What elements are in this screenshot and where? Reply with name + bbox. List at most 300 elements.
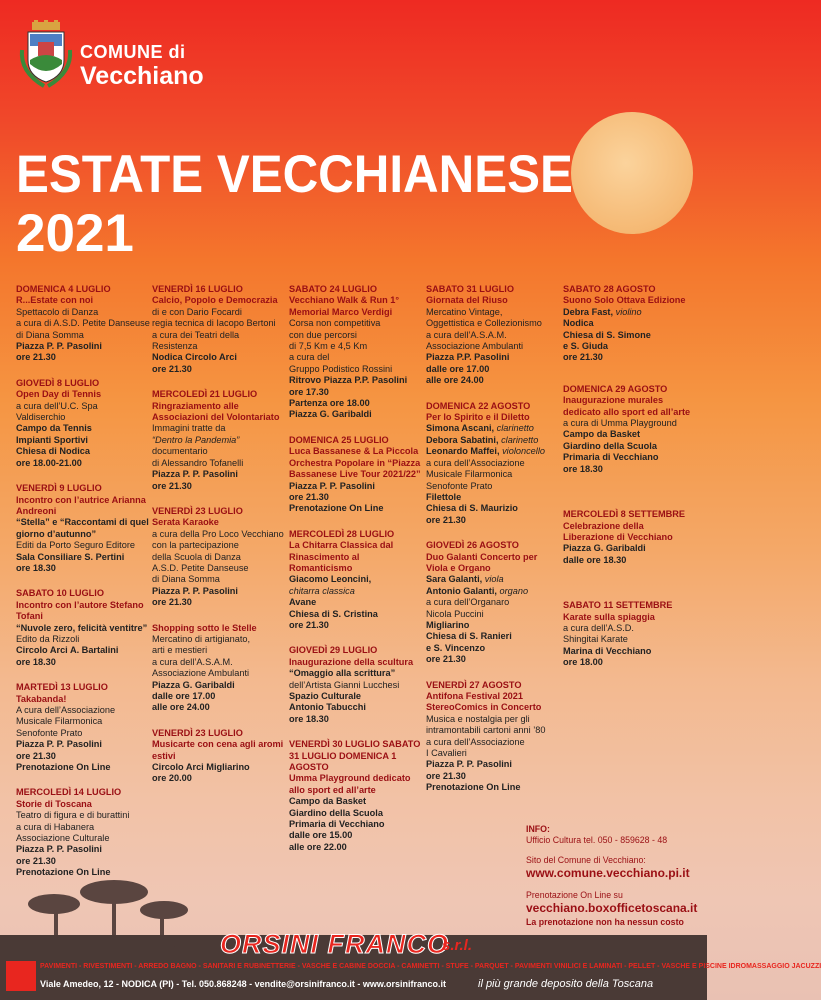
- event-detail: [152, 352, 286, 363]
- event-detail: [289, 830, 423, 841]
- event-detail: [16, 645, 150, 656]
- sun-decoration: [571, 112, 693, 234]
- event-detail: [289, 668, 423, 679]
- event-detail: [289, 702, 423, 713]
- event-detail-text: e S. Giuda: [563, 341, 608, 352]
- event-detail-text: arti e mestieri: [152, 645, 208, 656]
- event-detail: [426, 597, 560, 608]
- event-detail-text: Antonio Tabucchi: [289, 702, 366, 713]
- event-title: Musicarte con cena agli aromi estivi: [152, 739, 284, 761]
- event-detail-text: ore 17.30: [289, 386, 329, 397]
- event-date: VENERDÌ 16 LUGLIO: [152, 284, 243, 294]
- event-item: [289, 739, 423, 853]
- event-detail-text: ore 21.30: [426, 654, 466, 665]
- event-detail: [16, 307, 150, 318]
- event-date: GIOVEDÌ 26 AGOSTO: [426, 540, 519, 551]
- event-date: SABATO 24 LUGLIO: [289, 284, 377, 294]
- event-detail-text: a cura della Pro Loco Vecchiano: [152, 528, 284, 539]
- event-detail: [16, 446, 150, 457]
- event-date: DOMENICA 25 LUGLIO: [289, 434, 389, 445]
- event-detail: [426, 341, 560, 352]
- event-detail: [152, 645, 286, 656]
- event-detail-text: alle ore 22.00: [289, 841, 347, 852]
- info-box: [526, 824, 704, 928]
- event-title: Duo Galanti Concerto per Viola e Organo: [426, 551, 538, 573]
- comune-label: COMUNE di: [80, 42, 186, 62]
- event-detail-role: viola: [484, 574, 504, 585]
- event-detail: [289, 714, 423, 725]
- event-date: VENERDÌ 9 LUGLIO: [16, 483, 102, 494]
- event-detail: [426, 574, 560, 585]
- event-detail: [16, 563, 150, 574]
- event-detail: [152, 762, 286, 773]
- event-title: Incontro con l’autore Stefano Tofani: [16, 599, 144, 622]
- event-detail: [426, 771, 560, 782]
- event-detail-text: dalle ore 17.00: [152, 691, 216, 701]
- event-detail: [16, 423, 150, 434]
- event-detail-text: Musicale Filarmonica: [16, 716, 103, 727]
- event-detail-text: Piazza G. Garibaldi: [152, 679, 235, 690]
- events-column-1: [16, 284, 150, 893]
- event-detail-text: “Dentro la Pandemia”: [152, 434, 240, 445]
- event-detail-text: Giardino della Scuola: [563, 440, 657, 451]
- event-detail: [426, 435, 560, 446]
- event-detail-text: a cura dell’A.S.A.M.: [152, 656, 233, 667]
- event-detail: [16, 458, 150, 469]
- event-detail-text: Editi da Porto Seguro Editore: [16, 540, 135, 551]
- event-item: [16, 284, 150, 364]
- event-detail-text: a cura dell’A.S.D.: [563, 622, 634, 633]
- event-detail-text: Marina di Vecchiano: [563, 645, 652, 656]
- event-detail-text: dalle ore 15.00: [289, 830, 353, 841]
- event-detail: [426, 631, 560, 642]
- event-detail: [289, 352, 423, 363]
- event-title: Shopping sotto le Stelle: [152, 622, 257, 633]
- event-detail: [426, 492, 560, 503]
- event-detail-text: ore 18.30: [563, 463, 603, 474]
- event-detail: [426, 782, 560, 793]
- event-detail-text: Piazza P. P. Pasolini: [426, 759, 512, 770]
- event-item: [16, 588, 150, 668]
- event-item: [563, 600, 697, 668]
- event-detail: [16, 401, 150, 412]
- event-detail: [289, 503, 423, 514]
- event-detail: [563, 330, 697, 341]
- event-detail-text: Immagini tratte da: [152, 423, 226, 434]
- event-date: MERCOLEDÌ 8 SETTEMBRE: [563, 509, 685, 520]
- event-detail: [16, 341, 150, 352]
- event-detail: [16, 552, 150, 563]
- event-detail-text: Piazza P. P. Pasolini: [152, 585, 238, 596]
- event-detail-text: Antonio Galanti,: [426, 585, 497, 596]
- event-detail: [152, 364, 286, 375]
- orsini-logo-icon: [6, 961, 36, 991]
- event-detail-text: Mercatino Vintage,: [426, 306, 503, 317]
- event-detail: [426, 446, 560, 457]
- event-detail: [289, 409, 423, 420]
- comune-crest-icon: [18, 20, 74, 90]
- event-detail-text: Spazio Culturale: [289, 691, 361, 701]
- event-detail: [289, 680, 423, 691]
- event-detail: [563, 429, 697, 440]
- event-detail-text: ore 21.30: [289, 619, 329, 630]
- event-detail: [289, 387, 423, 398]
- event-detail: [289, 364, 423, 375]
- event-date: VENERDÌ 23 LUGLIO: [152, 727, 243, 738]
- event-detail-text: Associazione Culturale: [16, 833, 110, 844]
- event-detail: [563, 418, 697, 429]
- event-detail-text: ore 21.30: [152, 480, 192, 491]
- event-detail-text: Campo da Basket: [289, 796, 367, 807]
- event-detail: [16, 634, 150, 645]
- event-detail-text: Chiesa di S. Maurizio: [426, 503, 518, 514]
- event-detail: [16, 856, 150, 867]
- event-detail-text: a cura dell’A.S.A.M.: [426, 329, 507, 340]
- event-detail: [16, 810, 150, 821]
- event-detail-text: Mercatino di artigianato,: [152, 633, 251, 644]
- event-date: DOMENICA 29 AGOSTO: [563, 383, 668, 394]
- event-detail-text: Senofonte Prato: [16, 727, 83, 738]
- event-detail: [152, 469, 286, 480]
- event-detail-text: Filettole: [426, 491, 462, 502]
- event-detail: [152, 435, 286, 446]
- event-detail: [289, 318, 423, 329]
- event-detail: [16, 435, 150, 446]
- event-item: [289, 284, 423, 421]
- event-title: R...Estate con noi: [16, 295, 94, 306]
- event-detail: [152, 657, 286, 668]
- event-detail-text: Nodica Circolo Arci: [152, 352, 237, 363]
- event-detail-text: Oggettistica e Collezionismo: [426, 318, 542, 329]
- event-detail-text: Impianti Sportivi: [16, 434, 88, 445]
- event-item: [563, 509, 697, 566]
- event-item: [426, 680, 560, 794]
- event-detail-text: Associazione Ambulanti: [426, 341, 524, 352]
- event-detail: [16, 657, 150, 668]
- event-title: Storie di Toscana: [16, 798, 92, 809]
- event-detail-text: dell’Artista Gianni Lucchesi: [289, 679, 400, 690]
- event-detail: [16, 318, 150, 329]
- event-detail-text: Avane: [289, 597, 317, 608]
- event-detail-text: Musica e nostalgia per gli: [426, 713, 530, 724]
- event-item: [563, 284, 697, 364]
- event-detail-text: Chiesa di Nodica: [16, 446, 91, 457]
- event-detail-text: Partenza ore 18.00: [289, 398, 370, 409]
- event-detail-text: dalle ore 17.00: [426, 363, 490, 374]
- event-detail-text: a cura dell’Associazione: [426, 736, 525, 747]
- events-column-2: [152, 284, 286, 799]
- event-detail: [152, 634, 286, 645]
- event-date: VENERDÌ 27 AGOSTO: [426, 679, 522, 690]
- event-detail: [289, 398, 423, 409]
- event-detail: [289, 796, 423, 807]
- event-detail-text: Valdiserchio: [16, 412, 66, 423]
- event-detail-text: e S. Vincenzo: [426, 642, 486, 653]
- event-detail-text: Prenotazione On Line: [16, 867, 111, 878]
- event-detail: [152, 668, 286, 679]
- event-detail-text: a cura dell’Organaro: [426, 597, 510, 608]
- event-detail: [289, 808, 423, 819]
- event-detail-text: “Stella” e “Raccontami di quel giorno d’autunno”: [16, 517, 149, 539]
- event-detail-role: clarinetto: [501, 434, 539, 445]
- event-detail-text: di Alessandro Tofanelli: [152, 457, 244, 468]
- event-detail: [289, 375, 423, 386]
- events-column-4: [426, 284, 560, 808]
- event-date: SABATO 28 AGOSTO: [563, 284, 656, 294]
- event-detail: [563, 464, 697, 475]
- event-detail: [563, 646, 697, 657]
- event-detail: [289, 492, 423, 503]
- event-detail: [289, 341, 423, 352]
- events-column-3: [289, 284, 423, 867]
- event-detail: [16, 844, 150, 855]
- event-detail-text: ore 21.30: [16, 750, 56, 761]
- event-detail: [563, 307, 697, 318]
- event-title: Giornata del Riuso: [426, 295, 508, 306]
- event-detail-text: Piazza G. Garibaldi: [563, 543, 646, 554]
- event-detail: [16, 728, 150, 739]
- event-detail: [289, 819, 423, 830]
- event-detail: [563, 555, 697, 566]
- event-detail: [152, 563, 286, 574]
- event-detail: [426, 643, 560, 654]
- event-detail-text: Prenotazione On Line: [426, 782, 521, 793]
- event-detail-text: Nodica: [563, 318, 594, 329]
- event-detail: [16, 540, 150, 551]
- event-detail-text: Primaria di Vecchiano: [289, 819, 385, 830]
- event-detail-text: Piazza P. P. Pasolini: [289, 480, 375, 491]
- event-detail: [426, 748, 560, 759]
- event-detail: [426, 330, 560, 341]
- event-detail: [563, 543, 697, 554]
- event-detail-text: ore 21.30: [289, 491, 329, 502]
- event-detail: [152, 691, 286, 702]
- event-detail-text: Piazza P.P. Pasolini: [426, 352, 510, 363]
- event-date: MERCOLEDÌ 21 LUGLIO: [152, 389, 258, 400]
- event-detail: [289, 620, 423, 631]
- info-heading: INFO:: [526, 824, 550, 834]
- info-ufficio: Ufficio Cultura tel. 050 - 859628 - 48: [526, 835, 668, 846]
- event-item: [152, 728, 286, 785]
- event-detail-text: Piazza P. P. Pasolini: [152, 469, 238, 480]
- event-detail: [563, 441, 697, 452]
- event-detail: [289, 481, 423, 492]
- event-detail-text: ore 18.30: [16, 562, 56, 573]
- event-item: [426, 540, 560, 665]
- event-detail: [16, 352, 150, 363]
- event-detail-text: ore 18.30: [16, 656, 56, 667]
- event-detail: [289, 574, 423, 585]
- event-detail: [152, 702, 286, 713]
- event-title: Suono Solo Ottava Edizione: [563, 295, 686, 306]
- footer-srl: s.r.l.: [442, 937, 473, 954]
- event-item: [152, 506, 286, 609]
- event-detail: [152, 318, 286, 329]
- event-detail-text: Giardino della Scuola: [289, 807, 383, 818]
- event-detail-text: alle ore 24.00: [152, 702, 210, 713]
- event-detail-text: Leonardo Maffei,: [426, 446, 500, 457]
- event-date: VENERDÌ 23 LUGLIO: [152, 505, 243, 516]
- event-detail: [426, 714, 560, 725]
- event-title: Serata Karaoke: [152, 517, 219, 528]
- event-detail: [426, 481, 560, 492]
- event-title: Inaugurazione della scultura: [289, 656, 414, 667]
- event-detail: [426, 609, 560, 620]
- event-title: Per lo Spirito e il Diletto: [426, 412, 530, 423]
- event-item: [563, 384, 697, 475]
- event-detail-text: di Diana Somma: [16, 329, 84, 340]
- event-detail-text: Chiesa di S. Simone: [563, 329, 651, 340]
- info-pren-note: La prenotazione non ha nessun costo: [526, 916, 684, 927]
- event-detail-text: di 7,5 Km e 4,5 Km: [289, 341, 368, 352]
- event-detail-text: Campo da Basket: [563, 429, 641, 440]
- event-detail-text: Circolo Arci Migliarino: [152, 762, 250, 773]
- event-detail: [16, 716, 150, 727]
- event-item: [152, 389, 286, 492]
- info-sito-label: Sito del Comune di Vecchiano:: [526, 854, 646, 865]
- event-detail: [426, 469, 560, 480]
- event-detail-text: documentario: [152, 446, 208, 457]
- event-detail: [426, 503, 560, 514]
- info-sito-url[interactable]: www.comune.vecchiano.pi.it: [526, 866, 690, 881]
- event-detail-text: Debra Fast,: [563, 306, 614, 317]
- event-detail: [16, 705, 150, 716]
- event-detail: [152, 540, 286, 551]
- event-detail: [152, 529, 286, 540]
- event-item: [152, 284, 286, 375]
- event-detail-text: Giacomo Leoncini,: [289, 574, 372, 585]
- event-detail-text: chitarra classica: [289, 585, 355, 596]
- event-detail: [426, 620, 560, 631]
- event-detail: [152, 446, 286, 457]
- event-detail-text: Gruppo Podistico Rossini: [289, 363, 393, 374]
- event-item: [16, 483, 150, 574]
- event-detail-text: Piazza P. P. Pasolini: [16, 341, 102, 352]
- event-detail-text: Primaria di Vecchiano: [563, 452, 659, 463]
- event-detail-text: con due percorsi: [289, 329, 357, 340]
- event-detail: [16, 517, 150, 540]
- event-detail: [426, 515, 560, 526]
- event-detail: [152, 680, 286, 691]
- event-detail-text: della Scuola di Danza: [152, 551, 241, 562]
- event-detail-text: dalle ore 18.30: [563, 554, 627, 565]
- event-title: Open Day di Tennis: [16, 389, 102, 400]
- event-title: Vecchiano Walk & Run 1° Memorial Marco Verdigi: [289, 295, 400, 317]
- footer: [0, 929, 821, 1000]
- event-detail: [426, 725, 560, 736]
- event-detail: [563, 634, 697, 645]
- event-detail-text: a cura dei Teatri della Resistenza: [152, 329, 240, 352]
- event-detail-role: violoncello: [502, 446, 545, 457]
- event-item: [152, 623, 286, 714]
- event-detail: [152, 458, 286, 469]
- event-detail: [16, 330, 150, 341]
- event-detail-text: a cura di Habanera: [16, 821, 95, 832]
- event-detail: [152, 552, 286, 563]
- event-detail-text: Spettacolo di Danza: [16, 306, 99, 317]
- event-detail: [426, 318, 560, 329]
- event-detail: [426, 375, 560, 386]
- event-item: [16, 378, 150, 469]
- event-detail-text: intramontabili cartoni anni ’80: [426, 725, 546, 736]
- event-detail-text: a cura di A.S.D. Petite Danseuse: [16, 318, 150, 329]
- event-detail: [152, 423, 286, 434]
- event-detail: [426, 654, 560, 665]
- event-detail-text: Chiesa di S. Cristina: [289, 608, 378, 619]
- event-detail-text: A.S.D. Petite Danseuse: [152, 562, 249, 573]
- event-title: Celebrazione della Liberazione di Vecchiano: [563, 520, 673, 542]
- event-detail-text: Sala Consiliare S. Pertini: [16, 551, 125, 562]
- event-detail: [563, 623, 697, 634]
- comune-name: Vecchiano: [80, 62, 204, 90]
- event-date: VENERDÌ 30 LUGLIO SABATO 31 LUGLIO DOMENICA 1 AGOSTO: [289, 739, 421, 773]
- event-detail: [563, 341, 697, 352]
- event-item: [289, 529, 423, 632]
- event-detail-text: ore 20.00: [152, 773, 192, 784]
- event-date: MERCOLEDÌ 28 LUGLIO: [289, 528, 395, 539]
- event-date: SABATO 11 SETTEMBRE: [563, 600, 673, 611]
- event-detail: [426, 586, 560, 597]
- event-detail-text: I Cavalieri: [426, 748, 467, 759]
- event-date: MARTEDÌ 13 LUGLIO: [16, 682, 108, 693]
- event-title: Takabanda!: [16, 693, 67, 704]
- event-title: Incontro con l’autrice Arianna Andreoni: [16, 494, 146, 516]
- event-detail: [152, 481, 286, 492]
- event-detail-role: organo: [499, 585, 529, 596]
- event-detail-text: Teatro di figura e di burattini: [16, 810, 130, 821]
- event-detail: [152, 586, 286, 597]
- footer-brand: ORSINI FRANCO: [220, 929, 449, 959]
- event-detail: [289, 842, 423, 853]
- event-detail-text: ore 18.30: [289, 713, 329, 724]
- footer-slogan: il più grande deposito della Toscana: [478, 978, 654, 990]
- event-title: Umma Playground dedicato allo sport ed all’arte: [289, 773, 411, 795]
- event-date: DOMENICA 22 AGOSTO: [426, 400, 531, 411]
- event-date: SABATO 31 LUGLIO: [426, 284, 514, 294]
- event-item: [426, 401, 560, 526]
- event-date: SABATO 10 LUGLIO: [16, 588, 104, 599]
- footer-products: PAVIMENTI - RIVESTIMENTI - ARREDO BAGNO - SANITARI E RUBINETTERIE - VASCHE E CABINE DOCCIA - CAMINETTI - STUFE - PARQUET - PAVIMENTI VINILICI E LAMINATI - PELLET - VASCHE E PISCINE IDROMASSAGGIO JACUZZI: [40, 963, 821, 970]
- event-item: [16, 682, 150, 773]
- event-detail-text: ore 18.00-21.00: [16, 457, 82, 468]
- event-detail-text: Ritrovo Piazza P.P. Pasolini: [289, 375, 408, 386]
- event-date: GIOVEDÌ 8 LUGLIO: [16, 377, 100, 388]
- event-detail-text: Prenotazione On Line: [16, 762, 111, 773]
- event-detail: [16, 412, 150, 423]
- event-detail-text: Musicale Filarmonica: [426, 469, 513, 480]
- event-detail: [289, 609, 423, 620]
- event-detail-text: ore 21.30: [152, 363, 192, 374]
- event-detail-text: Piazza G. Garibaldi: [289, 409, 372, 420]
- event-detail: [426, 352, 560, 363]
- event-detail-text: “Nuvole zero, felicità ventitre”: [16, 622, 148, 633]
- event-detail-text: ore 21.30: [426, 514, 466, 525]
- event-title: Luca Bassanese & La Piccola Orchestra Popolare in “Piazza Bassanese Live Tour 2021/22”: [289, 446, 421, 480]
- event-detail-text: Sara Galanti,: [426, 574, 483, 585]
- event-detail: [152, 330, 286, 353]
- event-detail-text: ore 18.00: [563, 657, 603, 668]
- event-detail-text: Senofonte Prato: [426, 480, 493, 491]
- event-detail: [152, 307, 286, 318]
- event-detail-role: clarinetto: [496, 423, 534, 434]
- info-pren-url[interactable]: vecchiano.boxofficetoscana.it: [526, 901, 698, 916]
- event-detail-text: A cura dell’Associazione: [16, 705, 116, 715]
- event-detail: [152, 574, 286, 585]
- event-detail-text: a cura dell’U.C. Spa: [16, 400, 98, 411]
- event-item: [426, 284, 560, 387]
- event-detail-text: Piazza P. P. Pasolini: [16, 739, 102, 750]
- event-detail: [16, 739, 150, 750]
